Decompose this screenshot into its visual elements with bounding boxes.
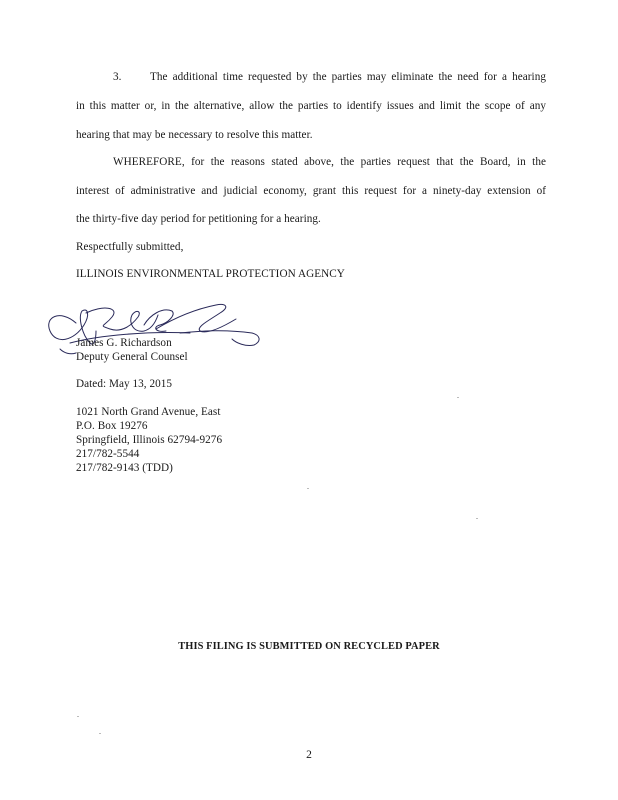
wherefore-line-2: interest of administrative and judicial economy, grant this request for a ninety-day extension of <box>76 185 546 197</box>
address-line: 217/782-5544 <box>76 448 140 460</box>
dated-line: Dated: May 13, 2015 <box>76 378 173 390</box>
closing-text: Respectfully submitted, <box>76 241 184 253</box>
scan-speck <box>457 397 459 398</box>
scan-speck <box>307 488 309 489</box>
paragraph-3-line-1: The additional time requested by the parties may eliminate the need for a hearing <box>150 71 546 83</box>
wherefore-line-3: the thirty-five day period for petitioning for a hearing. <box>76 213 321 225</box>
address-line: P.O. Box 19276 <box>76 420 148 432</box>
signer-name: James G. Richardson <box>76 337 172 349</box>
scan-speck <box>99 733 101 734</box>
signer-title: Deputy General Counsel <box>76 351 188 363</box>
address-line: 217/782-9143 (TDD) <box>76 462 173 474</box>
paragraph-3-line-2: in this matter or, in the alternative, allow the parties to identify issues and limit the scope of any <box>76 100 546 112</box>
scan-speck <box>77 716 79 717</box>
address-line: 1021 North Grand Avenue, East <box>76 406 221 418</box>
address-line: Springfield, Illinois 62794-9276 <box>76 434 223 446</box>
paragraph-number: 3. <box>113 71 122 83</box>
paragraph-3-line-3: hearing that may be necessary to resolve this matter. <box>76 129 313 141</box>
wherefore-line-1: WHEREFORE, for the reasons stated above, the parties request that the Board, in the <box>113 156 546 168</box>
agency-name: ILLINOIS ENVIRONMENTAL PROTECTION AGENCY <box>76 268 345 280</box>
scan-speck <box>476 518 478 519</box>
recycled-paper-notice: THIS FILING IS SUBMITTED ON RECYCLED PAPER <box>178 641 440 652</box>
page-number: 2 <box>306 749 312 761</box>
